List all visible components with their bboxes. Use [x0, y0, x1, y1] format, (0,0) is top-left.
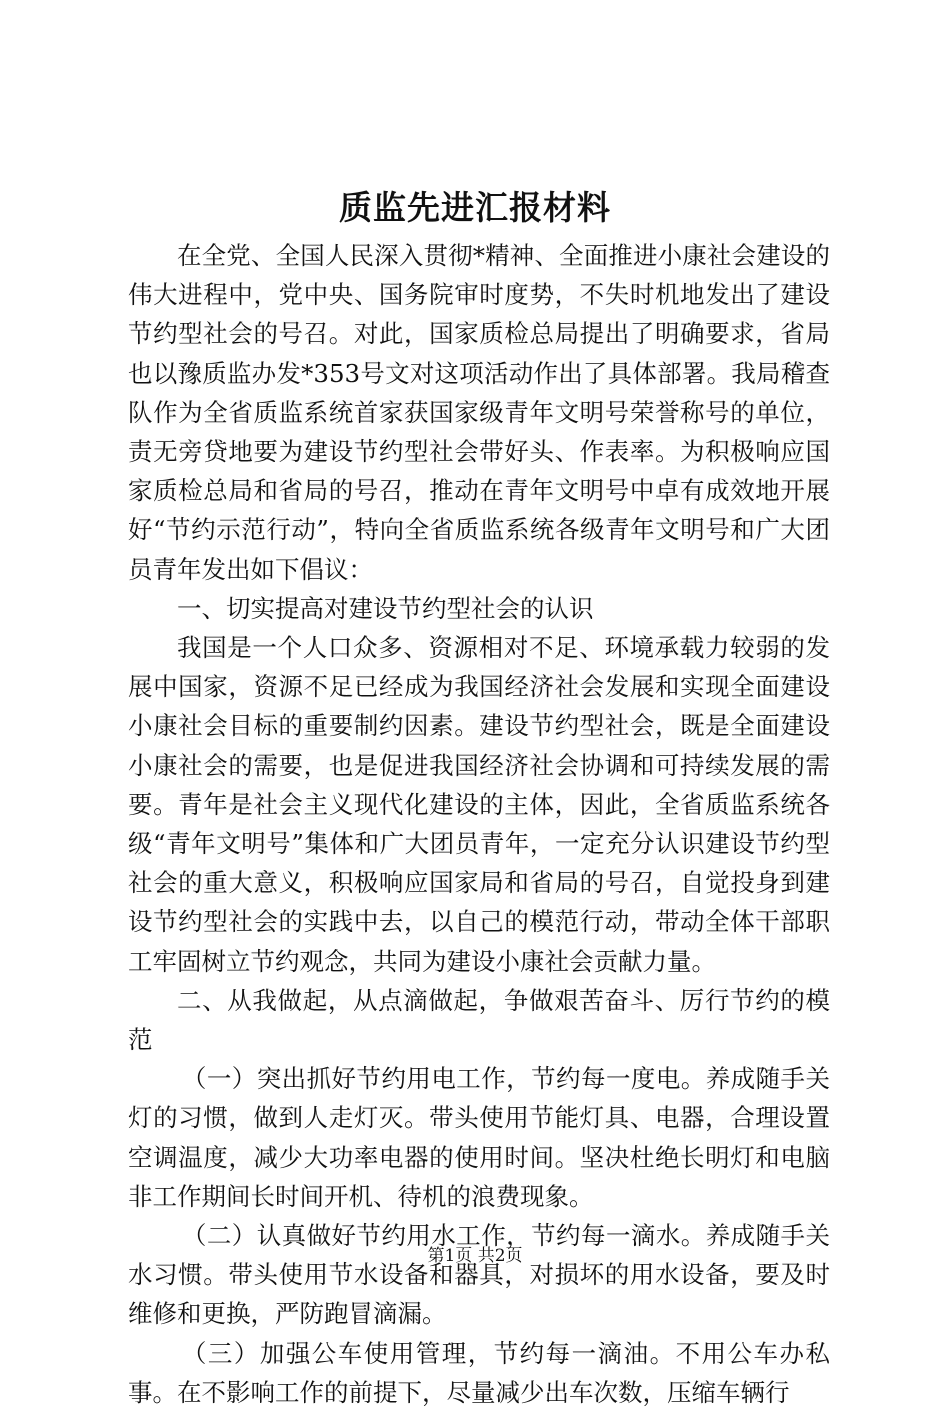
item-3-paragraph: （三）加强公车使用管理，节约每一滴油。不用公车办私事。在不影响工作的前提下，尽量减少出车次数，压缩车辆行	[128, 1338, 830, 1407]
document-title: 质监先进汇报材料	[339, 188, 611, 227]
section-1-paragraph: 我国是一个人口众多、资源相对不足、环境承载力较弱的发展中国家，资源不足已经成为我国经济社会发展和实现全面建设小康社会目标的重要制约因素。建设节约型社会，既是全面建设小康社会的需要，也是促进我国经济社会协调和可持续发展的需要。青年是社会主义现代化建设的主体，因此，全省质监系统各级“青年文明号”集体和广大团员青年，一定充分认识建设节约型社会的重大意义，积极响应国家局和省局的号召，自觉投身到建设节约型社会的实践中去，以自己的模范行动，带动全体干部职工牢固树立节约观念，共同为建设小康社会贡献力量。	[128, 633, 830, 976]
section-heading-2: 二、从我做起，从点滴做起，争做艰苦奋斗、厉行节约的模范	[128, 985, 830, 1055]
item-2-paragraph: （二）认真做好节约用水工作，节约每一滴水。养成随手关水习惯。带头使用节水设备和器具，对损坏的用水设备，要及时维修和更换，严防跑冒滴漏。	[128, 1221, 830, 1329]
item-1-paragraph: （一）突出抓好节约用电工作，节约每一度电。养成随手关灯的习惯，做到人走灯灭。带头使用节能灯具、电器，合理设置空调温度，减少大功率电器的使用时间。坚决杜绝长明灯和电脑非工作期间长时间开机、待机的浪费现象。	[128, 1064, 830, 1211]
intro-paragraph: 在全党、全国人民深入贯彻*精神、全面推进小康社会建设的伟大进程中，党中央、国务院审时度势，不失时机地发出了建设节约型社会的号召。对此，国家质检总局提出了明确要求，省局也以豫质监办发*353号文对这项活动作出了具体部署。我局稽查队作为全省质监系统首家获国家级青年文明号荣誉称号的单位，责无旁贷地要为建设节约型社会带好头、作表率。为积极响应国家质检总局和省局的号召，推动在青年文明号中卓有成效地开展好“节约示范行动”，特向全省质监系统各级青年文明号和广大团员青年发出如下倡议：	[128, 241, 830, 584]
section-heading-1: 一、切实提高对建设节约型社会的认识	[177, 593, 594, 623]
page-number: 第1页 共2页	[427, 1246, 523, 1266]
document-body	[128, 236, 830, 1412]
